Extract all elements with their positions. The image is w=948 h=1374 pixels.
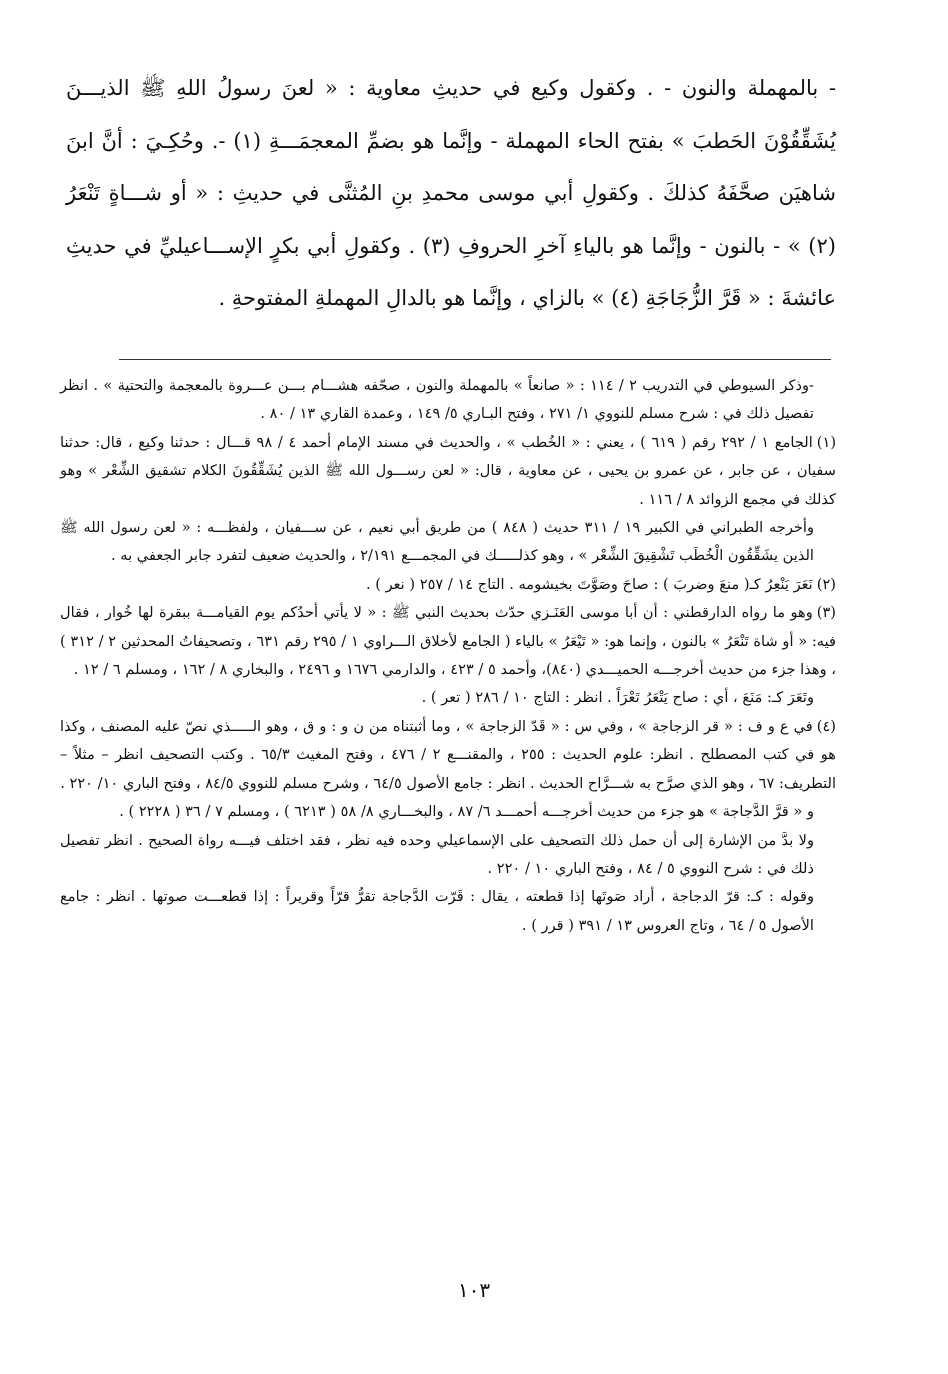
footnote-1-text: الجامع ١ / ٢٩٢ رقم ( ٦١٩ ) ، يعني : « الخُطب » ، والحديث في مسند الإمام أحمد ٤ / ٩٨ قـــال : حدثنا وكيع ، قال: حدثنا سفيان ، عن جابر ، عن عمرو بن يحيى ، عن معاوية ، قال: « لعن رســـول الله ﷺ الذين يُشَقِّقُونَ الكلام تشقيق الشِّعْر » وهو كذلك في مجمع الزوائد ٨ / ١١٦ . <box>60 433 836 508</box>
footnote-1-number: (١) <box>816 433 837 451</box>
footnote-3-text: وهو ما رواه الدارقطني : أن أبا موسى العَنَـزي حدّث بحديث النبي ﷺ : « لا يأتي أحدُكم يوم القيامـــة ببقرة لها خُوار ، فقال فيه: « أو شاة تَنْعَرُ » بالنون ، وإنما هو: « تَيْعَرُ » بالياء ( الجامع لأخلاق الـــراوي ١ / ٢٩٥ رقم ٦٣١ ، وتصحيفاتُ المحدثين ٢ / ٣١٢ ) ، وهذا جزء من حديث أخرجـــه الحميـــدي (٨٤٠)، وأحمد ٥ / ٤٢٣ ، والدارمي ١٦٧٦ و ٢٤٩٦ ، والبخاري ٨ / ١٦٢ ، ومسلم ٦ / ١٢ . <box>60 604 836 679</box>
footnote-3 <box>60 599 836 684</box>
footnote-2-text: نَعَرَ يَنْعِرُ كـ( منعَ وضربَ ) : صاحَ وصَوَّتَ بخيشومه . التاج ١٤ / ٢٥٧ ( نعر ) . <box>365 575 813 593</box>
footnote-1 <box>60 429 836 514</box>
page-number: ١٠٣ <box>457 1278 491 1302</box>
footnote-4-number: (٤) <box>816 717 836 735</box>
main-text-block <box>66 62 836 325</box>
footnote-4-text: في ع و ف : « قر الزجاجة » ، وفي س : « قَدّ الزجاجة » ، وما أثبتناه من ن و : و ق ، وهو الـــــذي نصّ عليه المصنف ، وكذا هو في كتب المصطلح . انظر: علوم الحديث : ٢٥٥ ، والمقنـــع ٢ / ٤٧٦ ، وفتح المغيث ٦٥/٣ . وكتب التصحيف انظر – مثلاً – التطريف: ٦٧ ، وهو الذي صرَّح به شـــرَّاح الحديث . انظر : جامع الأصول ٦٤/٥ ، وشرح مسلم للنووي ٨٤/٥ ، وفتح الباري ١٠/ ٢٢٠ . <box>60 717 836 792</box>
main-paragraph: - بالمهملة والنون - . وكقول وكيع في حديثِ معاوية : « لعنَ رسولُ اللهِ ﷺ الذيـــنَ يُشَقِّقُوْنَ الحَطبَ » بفتح الحاء المهملة - وإنَّما هو بضمِّ المعجمَـــةِ (١) -. وحُكِـيَ : أنَّ ابنَ شاهيَن صحَّفَهُ كذلكَ . وكقولِ أبي موسى محمدِ بنِ المُثنَّى في حديثِ : « أو شـــاةٍ تَنْعَرُ (٢) » - بالنون - وإنَّما هو بالياءِ آخرِ الحروفِ (٣) . وكقولِ أبي بكرٍ الإســـاعيليِّ في حديثِ عائشةَ : « قَرَّ الزُّجَاجَةِ (٤) » بالزاي ، وإنَّما هو بالدالِ المهملةِ المفتوحةِ . <box>66 76 836 310</box>
footnote-1-paragraph-2: وأخرجه الطبراني في الكبير ١٩ / ٣١١ حديث ( ٨٤٨ ) من طريق أبي نعيم ، عن ســـفيان ، ولفظـــه : « لعن رسول الله ﷺ الذين يشَقِّقُون الْخُطَب تَشْقِيقَ الشِّعْر » ، وهو كذلـــــك في المجمـــع ٢/١٩١ ، والحديث ضعيف لتفرد جابر الجعفي به . <box>60 519 814 565</box>
footnote-continuation: -وذكر السيوطي في التدريب ٢ / ١١٤ : « صانعاً » بالمهملة والنون ، صحّفه هشـــام بـــن عـــروة بالمعجمة والتحتية » . انظر تفصيل ذلك في : شرح مسلم للنووي ١/ ٢٧١ ، وفتح البـاري ٥/ ١٤٩ ، وعمدة القاري ١٣ / ٨٠ . <box>60 377 814 423</box>
footnote-3-paragraph-2: وتَعَرَ كـ: مَنَعَ ، أي : صاح يَتْعَرُ تَعْرَاً . انظر : التاج ١٠ / ٢٨٦ ( تعر ) . <box>421 689 814 707</box>
footnote-4-paragraph-3: ولا بدَّ من الإشارة إلى أن حمل ذلك التصحيف على الإسماعيلي وحده فيه نظر ، فقد اختلف فيـــه رواة الصحيح . انظر تفصيل ذلك في : شرح النووي ٥ / ٨٤ ، وفتح الباري ١٠ / ٢٢٠ . <box>60 831 814 877</box>
footnote-4-paragraph-4: وقوله : كـ: قرّ الدجاجة ، أراد صَوتَها إذا قطعته ، يقال : قَرّت الدَّجاجة تقرُّ قرّاً وقريراً : إذا قطعـــت صوتها . انظر : جامع الأصول ٥ / ٦٤ ، وتاج العروس ١٣ / ٣٩١ ( قرر ) . <box>60 888 814 934</box>
footnote-3-number: (٣) <box>816 604 836 622</box>
footnote-2-number: (٢) <box>816 575 836 593</box>
footnote-4 <box>60 713 836 798</box>
footnotes-block <box>60 372 836 940</box>
footnote-4-paragraph-2: و « قرَّ الدَّجاجة » هو جزء من حديث أخرجـــه أحمـــد ٦/ ٨٧ ، والبخـــاري ٨/ ٥٨ ( ٦٢١٣ ) ، ومسلم ٧ / ٣٦ ( ٢٢٢٨ ) . <box>119 803 814 821</box>
footnote-separator <box>119 359 831 360</box>
footnote-2 <box>60 571 836 599</box>
